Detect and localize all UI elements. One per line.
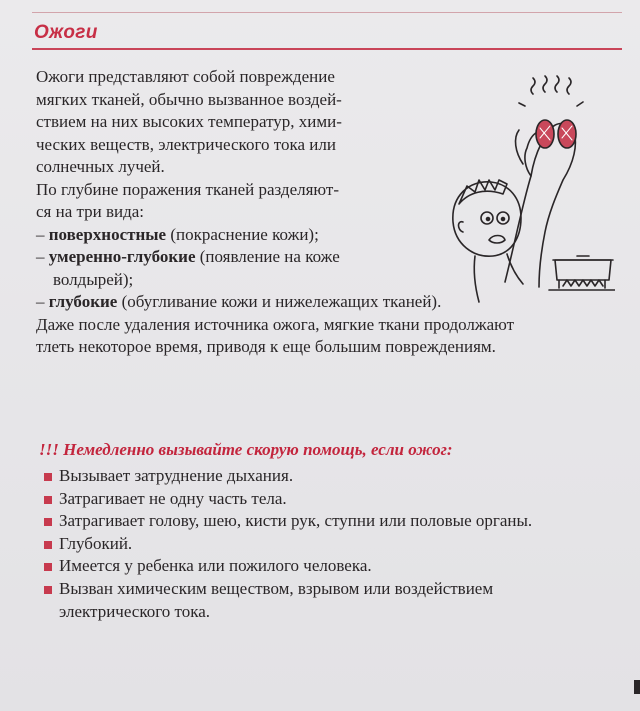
burn-type-desc: (появление на коже [195,247,340,266]
list-item-text: Затрагивает не одну часть тела. [59,488,287,508]
bullet-square-icon [44,541,52,549]
dash: – [36,224,49,244]
bullet-square-icon [44,518,52,526]
bullet-square-icon [44,586,52,594]
list-item [42,510,634,533]
list-item [42,465,634,488]
list-item [42,488,634,511]
burn-type-desc: (обугливание кожи и нижележащих тканей). [117,292,442,311]
bullet-square-icon [44,496,52,504]
intro-line: мягких тканей, обычно вызванное воздей- [36,89,342,109]
intro-line: Ожоги представляют собой повреждение [36,67,335,86]
burn-type-term: умеренно-глубокие [48,247,196,266]
after-line: тлеть некоторое время, приводя к еще большим повреждениям. [36,337,496,356]
list-item-continuation [42,601,634,624]
emergency-criteria-list [42,465,634,623]
page-edge-mark [634,680,640,694]
burn-type-moderate-cont: волдырей); [53,269,134,289]
dash: – [36,292,49,311]
section-title: Ожоги [34,22,98,43]
list-item-text: Имеется у ребенка или пожилого человека. [59,556,372,576]
list-item-text: Затрагивает голову, шею, кисти рук, ступни или половые органы. [59,511,533,531]
list-item [42,555,634,578]
list-item-text: Вызывает затруднение дыхания. [59,466,294,485]
list-item [42,578,634,601]
intro-line: солнечных лучей. [36,157,165,176]
burn-type-term: поверхностные [48,224,167,244]
title-rule [32,48,622,50]
after-line: Даже после удаления источника ожога, мягкие ткани продолжают [36,314,515,334]
bullet-square-icon [44,563,52,571]
list-item-text: Вызван химическим веществом, взрывом или воздействием [59,578,494,598]
emergency-alert: !!! Немедленно вызывайте скорую помощь, если ожог: [39,440,453,459]
intro-line: ся на три вида: [36,202,145,221]
burn-type-term: глубокие [48,292,118,311]
burned-hand-illustration-icon [445,72,615,307]
dash: – [36,247,49,266]
bullet-square-icon [44,473,52,481]
intro-line: По глубине поражения тканей разделяют- [36,179,339,199]
burn-type-desc: (покраснение кожи); [166,224,319,244]
intro-line: ствием на них высоких температур, хими- [36,112,342,131]
list-item-text: Глубокий. [59,533,133,553]
top-rule [32,12,622,13]
intro-line: ческих веществ, электрического тока или [36,134,336,154]
list-item [42,533,634,556]
list-item-text: электрического тока. [59,601,211,621]
